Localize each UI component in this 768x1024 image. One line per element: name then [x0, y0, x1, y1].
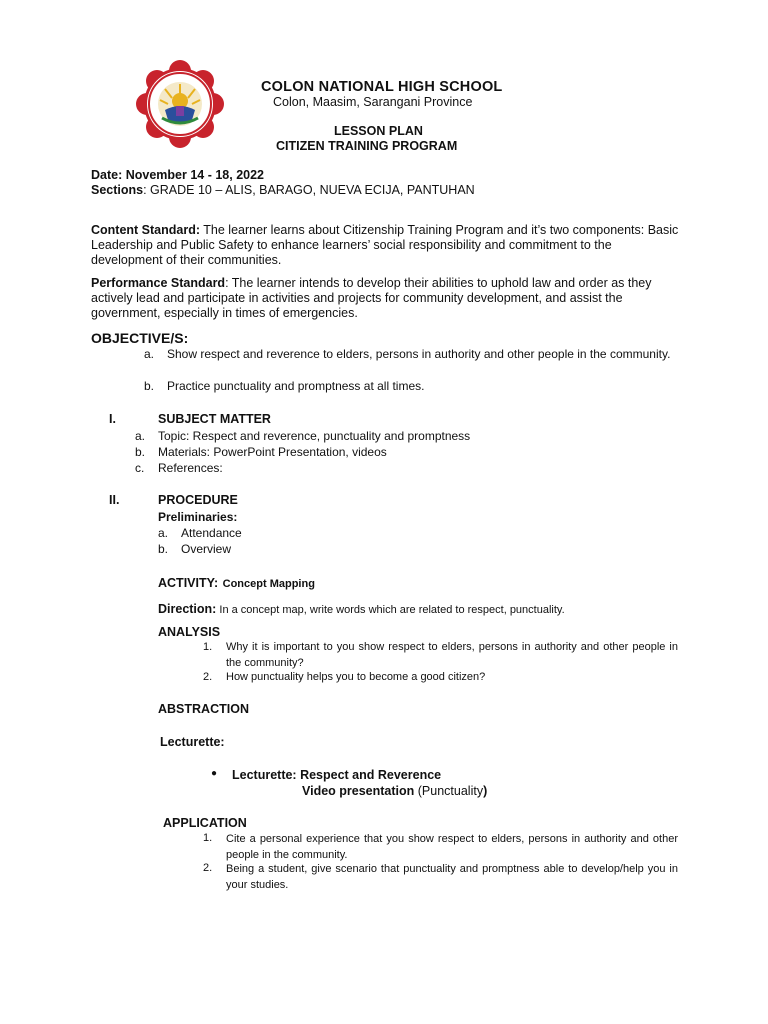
prelim-marker: b. — [158, 542, 169, 556]
document-type: LESSON PLAN — [334, 124, 423, 138]
performance-standard-text: : The learner intends to develop their abilities to uphold law and order as they actively lead and participate in activities and projects for community development, and assist the government, especially in times of emergencies. — [91, 276, 652, 320]
objective-item: Show respect and reverence to elders, persons in authority and other people in the community. — [167, 347, 671, 361]
date-line: Date: November 14 - 18, 2022 — [91, 168, 265, 182]
sections-line — [91, 183, 475, 197]
video-value: (Punctuality — [414, 784, 484, 798]
subject-item-references: References: — [158, 461, 223, 475]
analysis-marker: 2. — [203, 671, 213, 683]
program-title: CITIZEN TRAINING PROGRAM — [276, 139, 458, 153]
subject-item-topic: Topic: Respect and reverence, punctuality and promptness — [158, 429, 471, 443]
video-label: Video presentation — [302, 784, 415, 798]
section-numeral: I. — [109, 412, 116, 426]
performance-standard-label: Performance Standard — [91, 276, 226, 290]
objective-marker: b. — [144, 379, 155, 393]
prelim-item-attendance: Attendance — [181, 526, 242, 540]
subject-marker: c. — [135, 461, 145, 475]
sections-value: : GRADE 10 – ALIS, BARAGO, NUEVA ECIJA, PANTUHAN — [143, 183, 475, 197]
objective-marker: a. — [144, 347, 155, 361]
subject-marker: a. — [135, 429, 146, 443]
activity-line — [158, 574, 315, 592]
direction-label: Direction: — [158, 602, 217, 616]
performance-standard — [91, 276, 681, 321]
abstraction-heading: ABSTRACTION — [158, 702, 249, 716]
application-item: Being a student, give scenario that punctuality and promptness able to develop/help you in your studies. — [226, 863, 678, 891]
section-numeral: II. — [109, 493, 120, 507]
prelim-item-overview: Overview — [181, 542, 232, 556]
video-close: ) — [483, 784, 488, 798]
school-address: Colon, Maasim, Sarangani Province — [273, 95, 473, 109]
application-marker: 1. — [203, 832, 213, 844]
content-standard-label: Content Standard: — [91, 223, 201, 237]
school-name: COLON NATIONAL HIGH SCHOOL — [261, 79, 503, 95]
subject-marker: b. — [135, 445, 146, 459]
content-standard — [91, 223, 681, 268]
direction-text: In a concept map, write words which are related to respect, punctuality. — [216, 604, 565, 616]
video-line — [302, 784, 487, 798]
analysis-item: Why it is important to you show respect to elders, persons in authority and other people in the community? — [226, 641, 678, 669]
application-item: Cite a personal experience that you show respect to elders, persons in authority and other people in the community. — [226, 833, 678, 861]
school-seal-logo — [130, 60, 230, 148]
subject-matter-heading: SUBJECT MATTER — [158, 412, 271, 426]
application-marker: 2. — [203, 862, 213, 874]
objectives-heading: OBJECTIVE/S: — [91, 330, 189, 346]
procedure-heading: PROCEDURE — [158, 493, 238, 507]
analysis-item: How punctuality helps you to become a good citizen? — [226, 671, 486, 683]
objective-item: Practice punctuality and promptness at all times. — [167, 379, 425, 393]
lecturette-heading: Lecturette: — [160, 735, 225, 749]
sections-label: Sections — [91, 183, 144, 197]
subject-item-materials: Materials: PowerPoint Presentation, videos — [158, 445, 387, 459]
activity-label: ACTIVITY: — [158, 576, 219, 590]
bullet-icon: ● — [211, 768, 218, 779]
analysis-marker: 1. — [203, 641, 213, 653]
lecturette-item: Lecturette: Respect and Reverence — [232, 768, 442, 782]
direction-line — [158, 600, 565, 618]
prelim-marker: a. — [158, 526, 169, 540]
preliminaries-heading: Preliminaries: — [158, 510, 238, 524]
content-standard-text: The learner learns about Citizenship Training Program and it’s two components: Basic Leadership and Public Safety to enhance learners’ social responsibility and commitment to the development of their communities. — [91, 223, 679, 267]
application-heading: APPLICATION — [163, 816, 247, 830]
analysis-heading: ANALYSIS — [158, 625, 221, 639]
activity-value: Concept Mapping — [222, 578, 315, 590]
